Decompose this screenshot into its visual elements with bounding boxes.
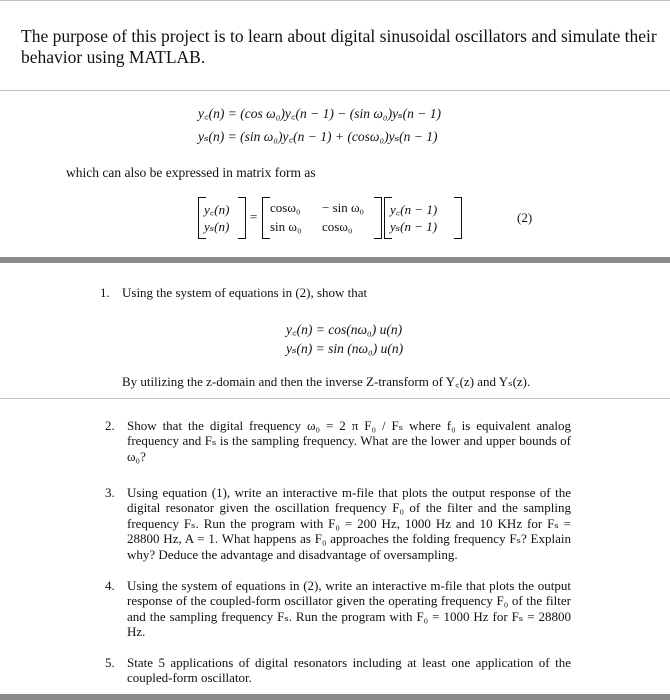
question-number: 2. [105, 418, 115, 433]
result-ys: yₛ(n) = sin (nω₀) u(n) [286, 341, 404, 356]
question-text: Using equation (1), write an interactive m-file that plots the output response of the digital resonator given the oscillation frequency F₀ of the filter and the sampling frequency Fₛ. Run the program with F₀ = 200 Hz, 1000 Hz and 10 KHz for Fₛ = 28800 Hz, A = 1. What happens as F₀ approaches the folding frequency Fₛ? Explain why? Deduce the advantage and disadvantage of oversampling. [127, 485, 571, 562]
equation-yc: y꜀(n) = (cos ω₀)y꜀(n − 1) − (sin ω₀)yₛ(n − 1) [198, 106, 441, 121]
bracket [238, 197, 246, 239]
rhs-top: y꜀(n − 1) [390, 202, 438, 217]
question-2 [105, 418, 571, 464]
result-yc: y꜀(n) = cos(nω₀) u(n) [286, 322, 403, 337]
bracket [262, 197, 270, 239]
top-border [0, 0, 670, 1]
question-1 [100, 285, 622, 300]
divider [0, 90, 670, 91]
equals-sign: = [250, 209, 258, 224]
question-number: 3. [105, 485, 115, 500]
question-number: 5. [105, 655, 115, 670]
question-1-followup: By utilizing the z-domain and then the inverse Z-transform of Y꜀(z) and Yₛ(z). [122, 374, 531, 389]
bracket [374, 197, 382, 239]
intro-paragraph: The purpose of this project is to learn about digital sinusoidal oscillators and simulate their behavior using MATLAB. [21, 26, 657, 67]
question-5 [105, 655, 571, 686]
lhs-bottom: yₛ(n) [204, 219, 230, 234]
question-3 [105, 485, 571, 562]
question-number: 1. [100, 285, 110, 300]
equation-number: (2) [517, 210, 533, 225]
lhs-top: y꜀(n) [204, 202, 230, 217]
divider [0, 398, 670, 399]
question-4 [105, 578, 571, 640]
matrix-m21: sin ω₀ [270, 219, 302, 234]
question-text: Using the system of equations in (2), show that [122, 285, 368, 300]
divider [0, 257, 670, 263]
question-text: Using the system of equations in (2), write an interactive m-file that plots the output response of the coupled-form oscillator given the operating frequency F₀ of the filter and the sampling frequency Fₛ. Run the program with F₀ = 1000 Hz for Fₛ = 28800 Hz. [127, 578, 571, 640]
matrix-intro-text: which can also be expressed in matrix form as [66, 165, 316, 180]
question-text: State 5 applications of digital resonators including at least one application of the coupled-form oscillator. [127, 655, 571, 686]
question-text: Show that the digital frequency ω₀ = 2 π F₀ / Fₛ where f₀ is equivalent analog frequency and Fₛ is the sampling frequency. What are the lower and upper bounds of ω₀? [127, 418, 571, 464]
matrix-m11: cosω₀ [270, 200, 301, 215]
bottom-border [0, 694, 670, 700]
question-number: 4. [105, 578, 115, 593]
rhs-bottom: yₛ(n − 1) [390, 219, 438, 234]
matrix-m12: − sin ω₀ [322, 200, 365, 215]
matrix-m22: cosω₀ [322, 219, 353, 234]
bracket [454, 197, 462, 239]
equation-ys: yₛ(n) = (sin ω₀)y꜀(n − 1) + (cosω₀)yₛ(n − 1) [198, 129, 438, 144]
